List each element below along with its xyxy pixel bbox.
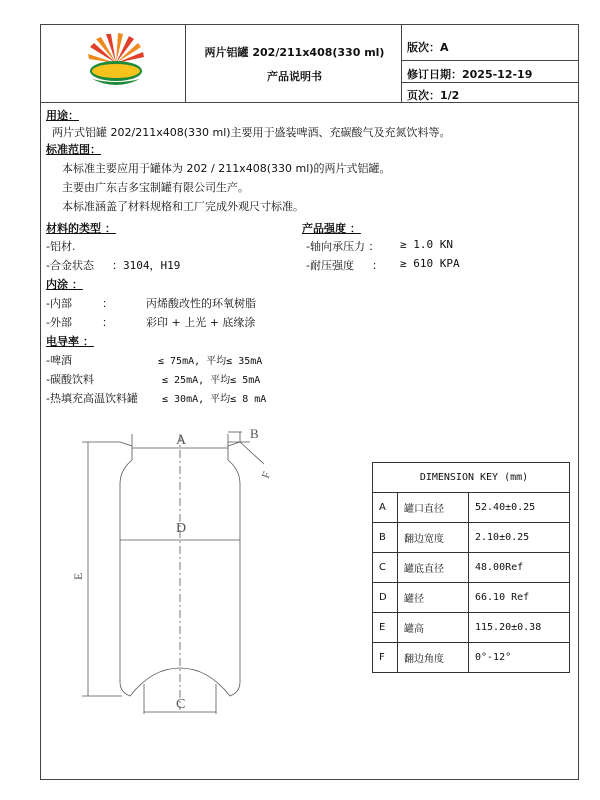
outer-coating-value: 彩印 + 上光 + 底缘涂 bbox=[146, 316, 256, 329]
conductivity-heading: 电导率 ： bbox=[46, 335, 94, 348]
inner-coating-value: 丙烯酸改性的环氧树脂 bbox=[146, 297, 256, 310]
conductivity-hotfill-label: -热填充高温饮料罐 bbox=[46, 392, 138, 405]
dimension-f-line bbox=[240, 442, 264, 464]
sun-rays bbox=[88, 33, 144, 63]
table-row bbox=[373, 523, 570, 553]
dimension-key-caption-row bbox=[373, 463, 570, 493]
dim-name: 翻边角度 bbox=[398, 643, 469, 673]
pressure-label: -耐压强度 bbox=[306, 259, 354, 272]
dim-key: C bbox=[373, 553, 398, 583]
conductivity-hotfill-value: ≤ 30mA, 平均≤ 8 mA bbox=[162, 394, 267, 405]
conductivity-carbonated-value: ≤ 25mA, 平均≤ 5mA bbox=[162, 375, 261, 386]
materials-heading: 材料的类型 ： bbox=[46, 222, 116, 235]
flange-left bbox=[120, 442, 132, 446]
scope-heading: 标准范围： bbox=[46, 143, 101, 156]
dim-key: A bbox=[373, 493, 398, 523]
dim-value: 48.00Ref bbox=[469, 553, 570, 583]
meta-divider-1 bbox=[401, 60, 579, 61]
dim-value: 2.10±0.25 bbox=[469, 523, 570, 553]
table-row bbox=[373, 613, 570, 643]
label-a: A bbox=[176, 433, 187, 448]
flange-right bbox=[228, 442, 240, 446]
page-number: 页次：1/2 bbox=[407, 89, 460, 102]
materials-aluminium: -铝材. bbox=[46, 240, 76, 253]
dim-value: 66.10 Ref bbox=[469, 583, 570, 613]
version-label: 版次：A bbox=[407, 41, 449, 54]
usage-text: 两片式铝罐 202/211x408(330 ml)主要用于盛装啤酒、充碳酸气及充氮饮料等。 bbox=[52, 126, 451, 139]
dimension-key-table bbox=[372, 462, 570, 673]
inner-coating-colon: ： bbox=[102, 297, 113, 310]
table-row bbox=[373, 553, 570, 583]
dim-name: 翻边宽度 bbox=[398, 523, 469, 553]
strength-heading: 产品强度 ： bbox=[302, 222, 361, 235]
label-e: E bbox=[71, 572, 85, 580]
dim-key: B bbox=[373, 523, 398, 553]
scope-line-3: 本标准涵盖了材料规格和工厂完成外观尺寸标准。 bbox=[62, 200, 304, 213]
conductivity-carbonated-label: -碳酸饮料 bbox=[46, 373, 94, 386]
dim-value: 115.20±0.38 bbox=[469, 613, 570, 643]
revision-date: 修订日期：2025-12-19 bbox=[407, 68, 533, 81]
outer-coating-label: -外部 bbox=[46, 316, 72, 329]
table-row bbox=[373, 493, 570, 523]
usage-heading: 用途： bbox=[46, 109, 79, 122]
label-f: F bbox=[259, 470, 274, 481]
dimension-key-caption: DIMENSION KEY (mm) bbox=[373, 463, 570, 493]
dim-key: E bbox=[373, 613, 398, 643]
alloy-label: -合金状态 bbox=[46, 259, 94, 272]
meta-divider-2 bbox=[401, 82, 579, 83]
conductivity-beer-label: -啤酒 bbox=[46, 354, 72, 367]
inner-coating-label: -内部 bbox=[46, 297, 72, 310]
alloy-value: ：3104，H19 bbox=[112, 259, 181, 272]
scope-line-2: 主要由广东吉多宝制罐有限公司生产。 bbox=[62, 181, 249, 194]
dim-key: F bbox=[373, 643, 398, 673]
dim-key: D bbox=[373, 583, 398, 613]
axial-load-label: -轴向承压力 ： bbox=[306, 240, 380, 253]
coating-heading: 内涂 ： bbox=[46, 278, 83, 291]
table-row bbox=[373, 583, 570, 613]
logo-yellow-band bbox=[92, 64, 140, 78]
axial-load-value: ≥ 1.0 KN bbox=[400, 238, 453, 251]
dim-value: 52.40±0.25 bbox=[469, 493, 570, 523]
label-d: D bbox=[176, 521, 187, 536]
conductivity-beer-value: ≤ 75mA, 平均≤ 35mA bbox=[158, 356, 263, 367]
dim-name: 罐口直径 bbox=[398, 493, 469, 523]
header-divider bbox=[40, 102, 579, 103]
document-subtitle: 产品说明书 bbox=[267, 70, 322, 83]
pressure-colon: ： bbox=[372, 259, 383, 272]
dim-name: 罐径 bbox=[398, 583, 469, 613]
label-c: C bbox=[176, 697, 186, 712]
dim-name: 罐高 bbox=[398, 613, 469, 643]
company-logo bbox=[86, 33, 146, 93]
can-dimension-drawing bbox=[60, 420, 290, 720]
label-b: B bbox=[250, 426, 259, 441]
outer-coating-colon: ： bbox=[102, 316, 113, 329]
dim-name: 罐底直径 bbox=[398, 553, 469, 583]
pressure-value: ≥ 610 KPA bbox=[400, 257, 460, 270]
dim-value: 0°-12° bbox=[469, 643, 570, 673]
table-row bbox=[373, 643, 570, 673]
document-title: 两片铝罐 202/211x408(330 ml) bbox=[204, 46, 385, 59]
header-logo-divider bbox=[185, 24, 186, 102]
scope-line-1: 本标准主要应用于罐体为 202 / 211x408(330 ml)的两片式铝罐。 bbox=[62, 162, 391, 175]
header-meta-divider bbox=[401, 24, 402, 102]
